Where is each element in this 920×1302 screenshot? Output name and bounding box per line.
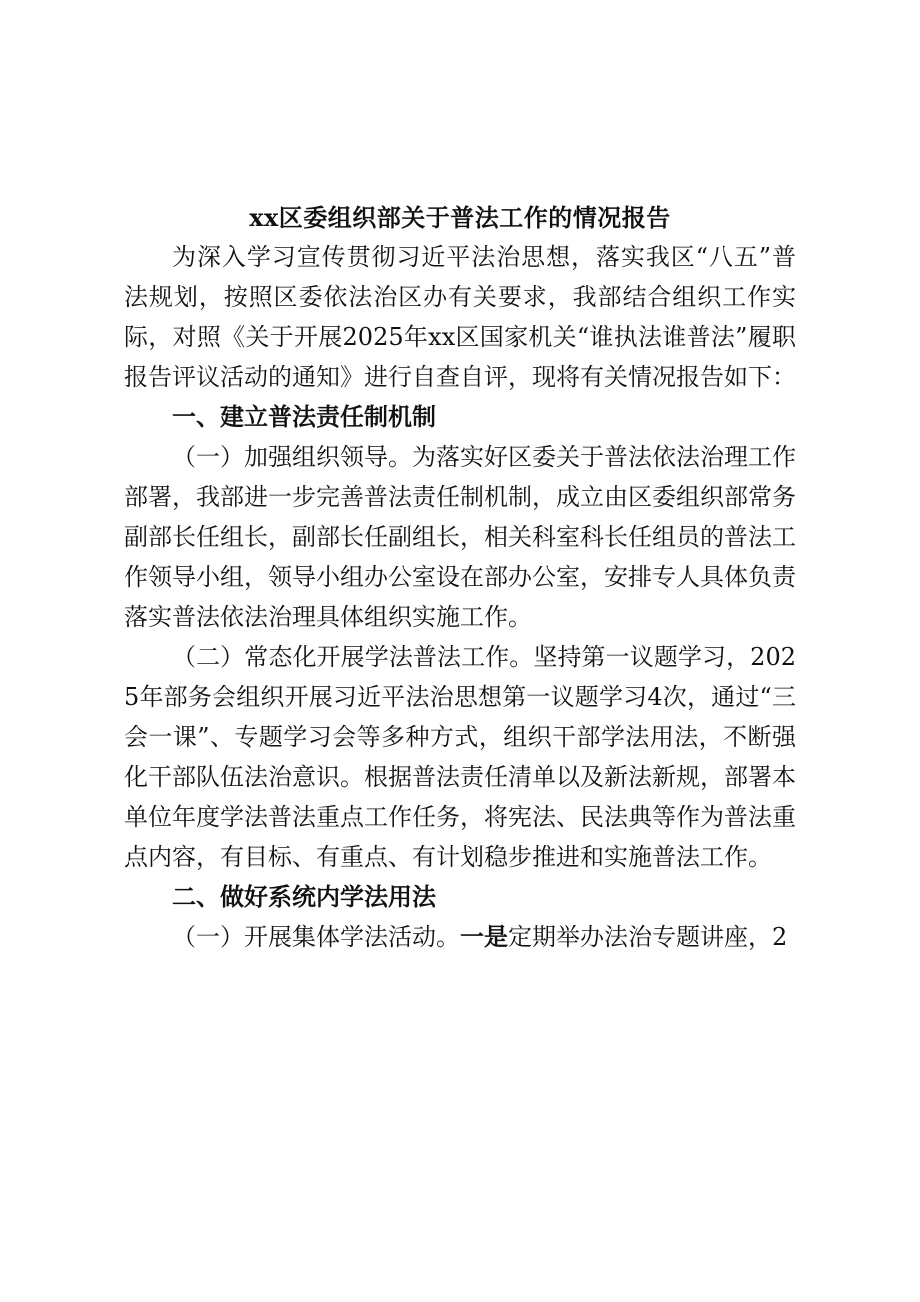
section2-item-1-bold: 一是 [460,922,508,951]
section-heading-2: 二、做好系统内学法用法 [172,882,436,911]
section1-item-2: （二）常态化开展学法普法工作。坚持第一议题学习，2025年部务会组织开展习近平法治思想第一议题学习4次，通过“三会一课”、专题学习会等多种方式，组织干部学法用法，不断强化干部队伍法治意识。根据普法责任清单以及新法新规，部署本单位年度学法普法重点工作任务，将宪法、民法典等作为普法重点内容，有目标、有重点、有计划稳步推进和实施普法工作。 [124,643,796,871]
section2-item-1-rest: 定期举办法治专题讲座，2 [508,923,788,951]
section2-item-1 [124,917,796,957]
document-body [124,237,796,957]
section-heading-1: 一、建立普法责任制机制 [172,402,436,431]
section2-item-1-prefix: （一）开展集体学法活动。 [172,923,460,951]
section1-item-1: （一）加强组织领导。为落实好区委关于普法依法治理工作部署，我部进一步完善普法责任制机制，成立由区委组织部常务副部长任组长，副部长任副组长，相关科室科长任组员的普法工作领导小组，领导小组办公室设在部办公室，安排专人具体负责落实普法依法治理具体组织实施工作。 [124,443,796,631]
intro-paragraph: 为深入学习宣传贯彻习近平法治思想，落实我区“八五”普法规划，按照区委依法治区办有关要求，我部结合组织工作实际，对照《关于开展2025年xx区国家机关“谁执法谁普法”履职报告评议活动的通知》进行自查自评，现将有关情况报告如下： [124,243,796,391]
document-title: xx区委组织部关于普法工作的情况报告 [249,203,671,232]
